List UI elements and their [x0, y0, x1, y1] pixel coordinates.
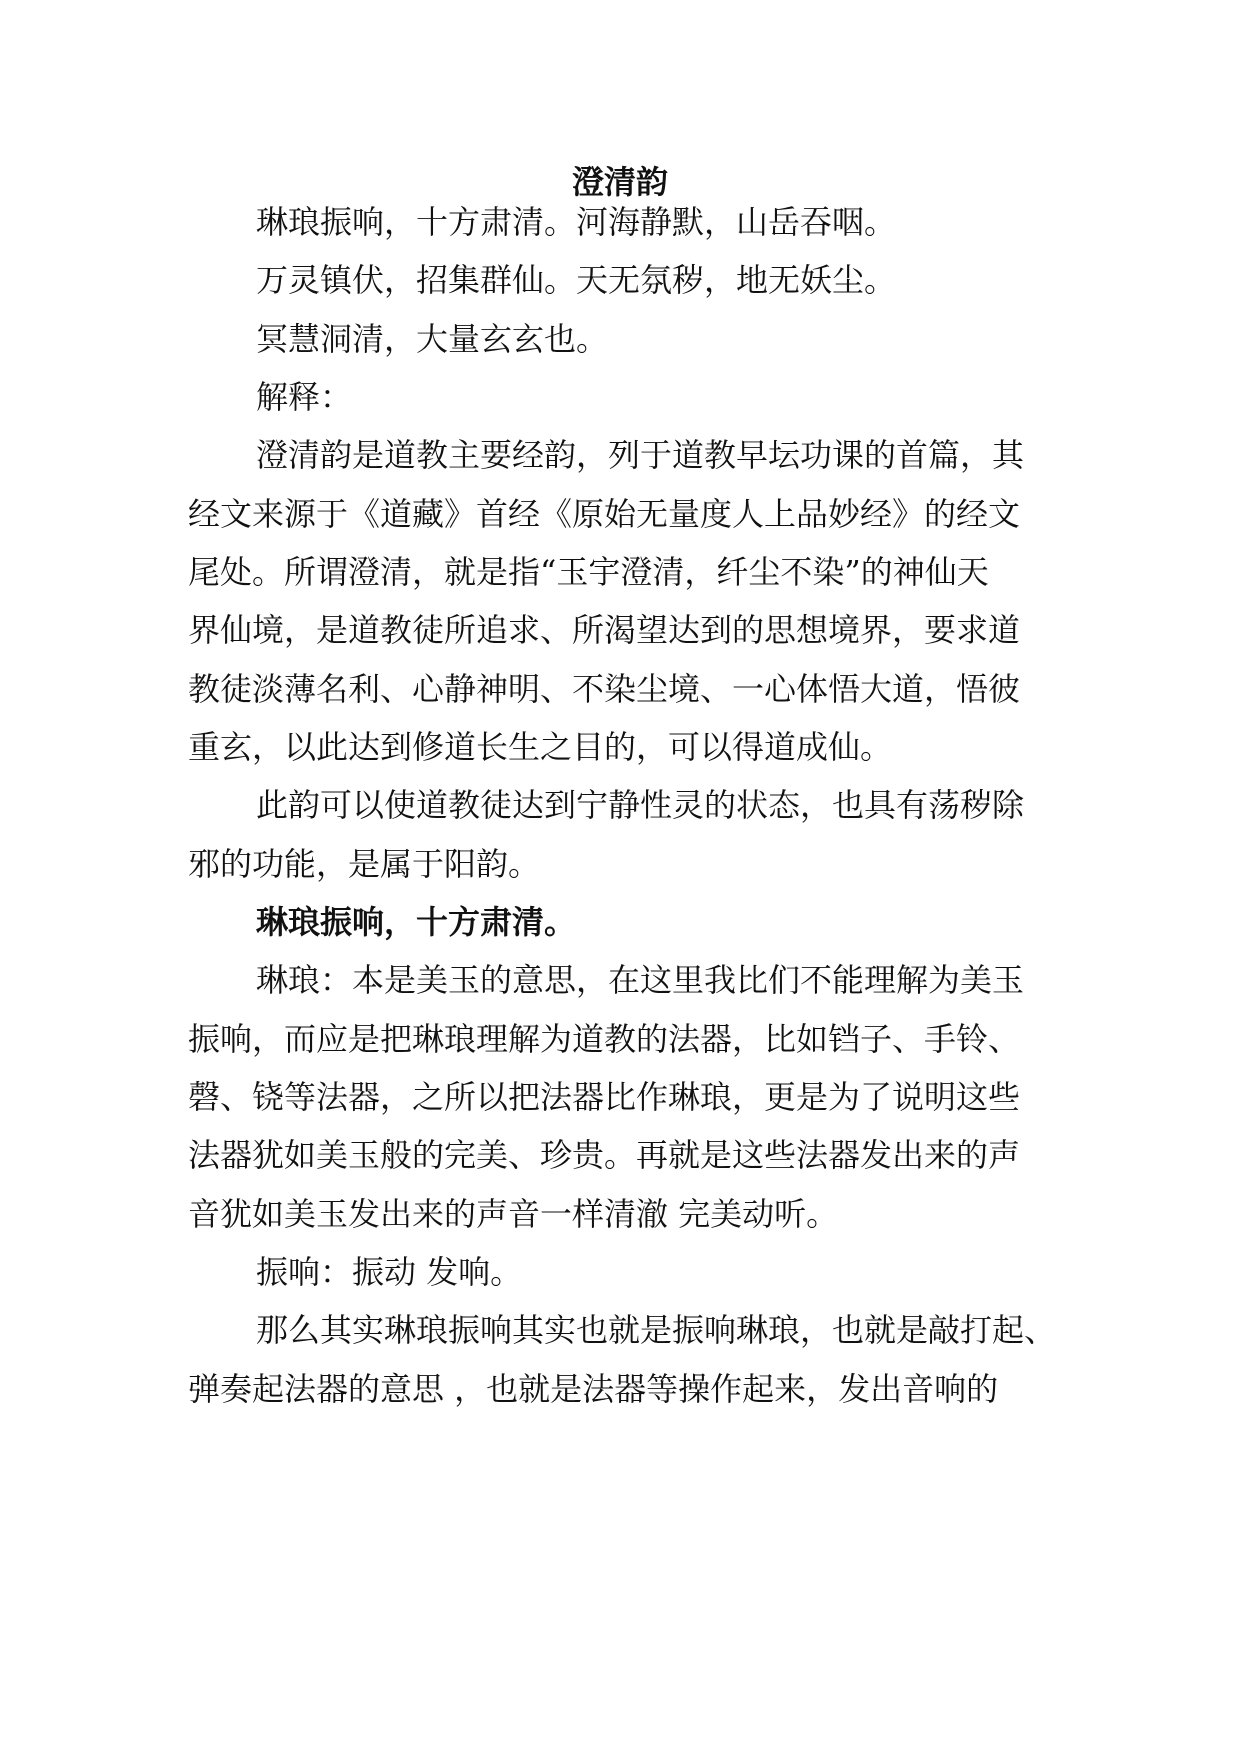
paragraph-line: 经文来源于《道藏》首经《原始无量度人上品妙经》的经文 — [188, 495, 1021, 533]
paragraph-line: 重玄，以此达到修道长生之目的，可以得道成仙。 — [188, 728, 893, 766]
verse-line-1: 琳琅振响，十方肃清。河海静默，山岳吞咽。 — [256, 203, 897, 241]
explanation-heading: 解释： — [256, 378, 353, 416]
paragraph-line: 界仙境，是道教徒所追求、所渴望达到的思想境界，要求道 — [188, 611, 1021, 649]
paragraph-line: 邪的功能，是属于阳韵。 — [188, 845, 541, 883]
paragraph-line: 振响：振动 发响。 — [256, 1253, 523, 1291]
paragraph-line: 此韵可以使道教徒达到宁静性灵的状态，也具有荡秽除 — [256, 786, 1025, 824]
section-heading: 琳琅振响，十方肃清。 — [256, 903, 577, 941]
paragraph-line: 弹奏起法器的意思 ，也就是法器等操作起来，发出音响的 — [188, 1370, 999, 1408]
paragraph-line: 振响，而应是把琳琅理解为道教的法器，比如铛子、手铃、 — [188, 1020, 1021, 1058]
verse-line-3: 冥慧洞清，大量玄玄也。 — [256, 320, 609, 358]
document-title: 澄清韵 — [571, 163, 668, 201]
paragraph-line: 尾处。所谓澄清，就是指“玉宇澄清，纤尘不染”的神仙天 — [188, 553, 989, 591]
paragraph-line: 音犹如美玉发出来的声音一样清澈 完美动听。 — [188, 1195, 839, 1233]
paragraph-line: 澄清韵是道教主要经韵，列于道教早坛功课的首篇，其 — [256, 436, 1025, 474]
paragraph-line: 教徒淡薄名利、心静神明、不染尘境、一心体悟大道，悟彼 — [188, 670, 1021, 708]
verse-line-2: 万灵镇伏，招集群仙。天无氛秽，地无妖尘。 — [256, 261, 897, 299]
paragraph-line: 那么其实琳琅振响其实也就是振响琳琅，也就是敲打起、 — [256, 1311, 1057, 1349]
paragraph-line: 磬、铙等法器，之所以把法器比作琳琅，更是为了说明这些 — [188, 1078, 1021, 1116]
paragraph-line: 琳琅：本是美玉的意思，在这里我比们不能理解为美玉 — [256, 961, 1025, 999]
paragraph-line: 法器犹如美玉般的完美、珍贵。再就是这些法器发出来的声 — [188, 1136, 1021, 1174]
